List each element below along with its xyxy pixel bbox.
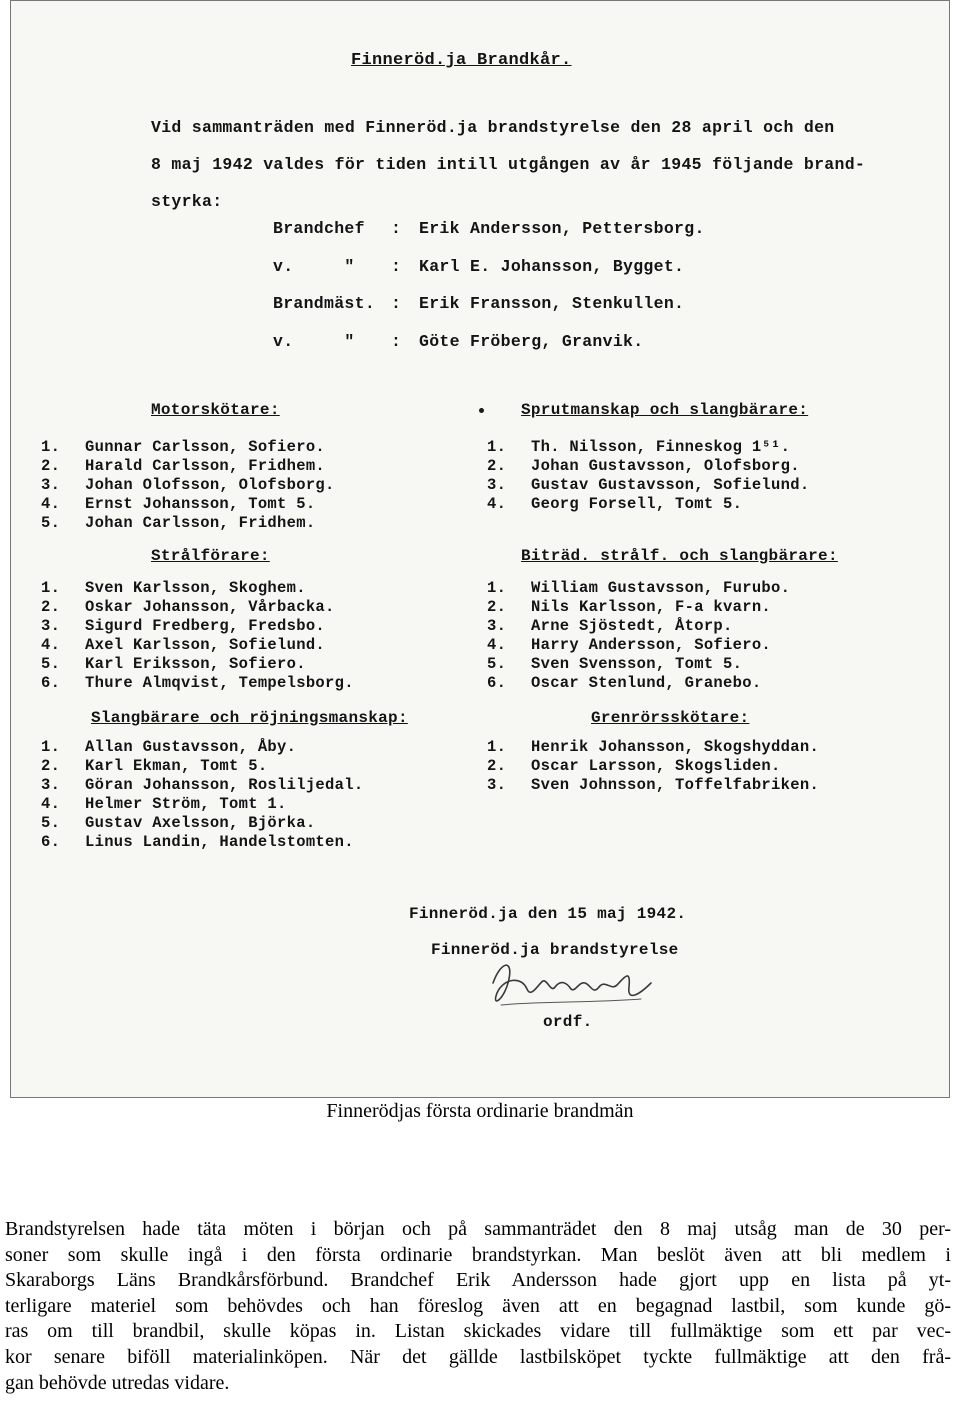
board-list bbox=[273, 219, 705, 369]
list-item bbox=[41, 833, 363, 852]
item-number: 4. bbox=[487, 495, 507, 513]
board-name: Erik Fransson, Stenkullen. bbox=[419, 294, 685, 313]
item-number: 1. bbox=[487, 438, 507, 456]
list-item bbox=[41, 814, 363, 833]
list-item bbox=[487, 738, 819, 757]
board-role: Brandchef bbox=[273, 219, 365, 238]
section-title: Strålförare: bbox=[151, 547, 270, 565]
board-name: Karl E. Johansson, Bygget. bbox=[419, 256, 685, 276]
board-row bbox=[273, 257, 705, 295]
list-item bbox=[41, 514, 335, 533]
item-number: 3. bbox=[487, 476, 507, 494]
item-number: 2. bbox=[41, 457, 61, 475]
item-number: 3. bbox=[41, 476, 61, 494]
list-item bbox=[487, 757, 819, 776]
list-item bbox=[487, 438, 809, 457]
item-name: Harry Andersson, Sofiero. bbox=[531, 636, 772, 654]
board-colon: : bbox=[391, 219, 402, 238]
board-colon: : bbox=[391, 331, 402, 351]
handwritten-signature bbox=[481, 953, 681, 1017]
item-name: Allan Gustavsson, Åby. bbox=[85, 738, 297, 756]
paragraph-line: Brandstyrelsen hade täta möten i början och på sammanträdet den 8 maj utsåg man de 30 per- bbox=[5, 1218, 951, 1240]
item-name: Sven Johnsson, Toffelfabriken. bbox=[531, 776, 820, 794]
item-number: 4. bbox=[41, 636, 61, 654]
item-number: 2. bbox=[487, 457, 507, 475]
item-number: 1. bbox=[41, 438, 61, 456]
intro-line: 8 maj 1942 valdes för tiden intill utgången av år 1945 följande brand- bbox=[151, 155, 866, 174]
document-date: Finneröd.ja den 15 maj 1942. bbox=[409, 905, 687, 923]
section-title: Slangbärare och röjningsmanskap: bbox=[91, 709, 408, 727]
item-name: Gunnar Carlsson, Sofiero. bbox=[85, 438, 326, 456]
paragraph-line: soner som skulle ingå i den första ordinarie brandstyrkan. Man beslöt även att bli medlem i bbox=[5, 1243, 951, 1266]
body-paragraph bbox=[5, 1217, 951, 1396]
item-number: 2. bbox=[41, 757, 61, 775]
board-row bbox=[273, 294, 705, 332]
item-name: Oskar Johansson, Vårbacka. bbox=[85, 598, 335, 616]
member-list bbox=[487, 738, 819, 795]
list-item bbox=[487, 776, 819, 795]
list-item bbox=[487, 457, 809, 476]
item-name: Johan Carlsson, Fridhem. bbox=[85, 514, 316, 532]
board-row bbox=[273, 219, 705, 257]
list-item bbox=[41, 598, 354, 617]
paragraph-line: kor senare biföll materialinköpen. När det gällde lastbilsköpet tyckte fullmäktige att den frå- bbox=[5, 1345, 951, 1368]
document-title: Finneröd.ja Brandkår. bbox=[351, 51, 572, 70]
member-list bbox=[487, 438, 809, 514]
item-name: William Gustavsson, Furubo. bbox=[531, 579, 791, 597]
item-number: 5. bbox=[41, 655, 61, 673]
item-number: 4. bbox=[41, 495, 61, 513]
board-role: v. " bbox=[273, 331, 355, 351]
list-item bbox=[41, 438, 335, 457]
list-item bbox=[41, 636, 354, 655]
item-number: 3. bbox=[41, 776, 61, 794]
document-organization: Finneröd.ja brandstyrelse bbox=[431, 941, 679, 959]
member-list bbox=[41, 438, 335, 533]
board-role: Brandmäst. bbox=[273, 294, 376, 313]
bullet-mark bbox=[479, 408, 484, 413]
item-number: 3. bbox=[41, 617, 61, 635]
list-item bbox=[41, 495, 335, 514]
intro-line: styrka: bbox=[151, 192, 223, 211]
item-name: Karl Eriksson, Sofiero. bbox=[85, 655, 306, 673]
item-name: Sven Svensson, Tomt 5. bbox=[531, 655, 743, 673]
board-role: v. " bbox=[273, 256, 355, 276]
list-item bbox=[41, 655, 354, 674]
item-name: Gustav Axelsson, Björka. bbox=[85, 814, 316, 832]
item-number: 1. bbox=[487, 579, 507, 597]
list-item bbox=[487, 617, 790, 636]
list-item bbox=[41, 674, 354, 693]
intro-line: Vid sammanträden med Finneröd.ja brandstyrelse den 28 april och den bbox=[151, 118, 835, 137]
item-name: Arne Sjöstedt, Åtorp. bbox=[531, 617, 733, 635]
member-list bbox=[41, 738, 363, 852]
item-number: 1. bbox=[41, 579, 61, 597]
item-name: Johan Gustavsson, Olofsborg. bbox=[531, 457, 800, 475]
member-list bbox=[41, 579, 354, 693]
list-item bbox=[41, 795, 363, 814]
list-item bbox=[41, 617, 354, 636]
item-number: 5. bbox=[41, 514, 61, 532]
item-number: 3. bbox=[487, 617, 507, 635]
item-name: Göran Johansson, Rosliljedal. bbox=[85, 776, 364, 794]
item-number: 2. bbox=[487, 598, 507, 616]
list-item bbox=[41, 476, 335, 495]
list-item bbox=[487, 655, 790, 674]
item-number: 4. bbox=[487, 636, 507, 654]
item-number: 3. bbox=[487, 776, 507, 794]
list-item bbox=[41, 757, 363, 776]
item-name: Ernst Johansson, Tomt 5. bbox=[85, 495, 316, 513]
paragraph-line: Skaraborgs Läns Brandkårsförbund. Brandchef Erik Andersson hade gjort upp en lista på yt- bbox=[5, 1269, 951, 1292]
board-colon: : bbox=[391, 256, 402, 276]
item-name: Sven Karlsson, Skoghem. bbox=[85, 579, 306, 597]
item-name: Karl Ekman, Tomt 5. bbox=[85, 757, 268, 775]
item-name: Oscar Larsson, Skogsliden. bbox=[531, 757, 781, 775]
item-number: 4. bbox=[41, 795, 61, 813]
item-name: Sigurd Fredberg, Fredsbo. bbox=[85, 617, 326, 635]
item-name: Helmer Ström, Tomt 1. bbox=[85, 795, 287, 813]
item-name: Harald Carlsson, Fridhem. bbox=[85, 457, 326, 475]
document-intro bbox=[151, 109, 941, 220]
member-list bbox=[487, 579, 790, 693]
item-name: Thure Almqvist, Tempelsborg. bbox=[85, 674, 354, 692]
board-name: Göte Fröberg, Granvik. bbox=[419, 331, 644, 351]
item-number: 5. bbox=[487, 655, 507, 673]
image-caption: Finnerödjas första ordinarie brandmän bbox=[326, 1100, 634, 1122]
list-item bbox=[487, 674, 790, 693]
item-number: 6. bbox=[487, 674, 507, 692]
list-item bbox=[487, 579, 790, 598]
item-number: 2. bbox=[41, 598, 61, 616]
item-name: Linus Landin, Handelstomten. bbox=[85, 833, 354, 851]
paragraph-line: ras om till brandbil, skulle köpas in. Listan skickades vidare till fullmäktige som ett par vec- bbox=[5, 1320, 951, 1343]
list-item bbox=[41, 738, 363, 757]
scanned-document bbox=[10, 0, 950, 1098]
item-number: 5. bbox=[41, 814, 61, 832]
board-row bbox=[273, 332, 705, 370]
item-number: 6. bbox=[41, 674, 61, 692]
item-name: Th. Nilsson, Finneskog 1⁵¹. bbox=[531, 438, 791, 456]
item-name: Axel Karlsson, Sofielund. bbox=[85, 636, 326, 654]
item-name: Johan Olofsson, Olofsborg. bbox=[85, 476, 335, 494]
item-name: Nils Karlsson, F-a kvarn. bbox=[531, 598, 772, 616]
paragraph-line: terligare materiel som behövdes och han föreslog även att en begagnad lastbil, som kunde gö- bbox=[5, 1294, 951, 1317]
list-item bbox=[41, 457, 335, 476]
list-item bbox=[487, 495, 809, 514]
board-name: Erik Andersson, Pettersborg. bbox=[419, 219, 705, 238]
section-title: Motorskötare: bbox=[151, 401, 280, 419]
section-title: Grenrörsskötare: bbox=[591, 709, 750, 727]
board-colon: : bbox=[391, 294, 402, 313]
list-item bbox=[41, 579, 354, 598]
item-number: 1. bbox=[41, 738, 61, 756]
section-title: Biträd. strålf. och slangbärare: bbox=[521, 547, 838, 565]
list-item bbox=[487, 598, 790, 617]
item-name: Henrik Johansson, Skogshyddan. bbox=[531, 738, 820, 756]
item-number: 1. bbox=[487, 738, 507, 756]
item-number: 6. bbox=[41, 833, 61, 851]
list-item bbox=[41, 776, 363, 795]
section-title: Sprutmanskap och slangbärare: bbox=[521, 401, 809, 419]
signatory-title: ordf. bbox=[543, 1013, 593, 1031]
list-item bbox=[487, 476, 809, 495]
item-name: Gustav Gustavsson, Sofielund. bbox=[531, 476, 810, 494]
item-name: Georg Forsell, Tomt 5. bbox=[531, 495, 743, 513]
item-name: Oscar Stenlund, Granebo. bbox=[531, 674, 762, 692]
item-number: 2. bbox=[487, 757, 507, 775]
list-item bbox=[487, 636, 790, 655]
paragraph-line: gan behövde utredas vidare. bbox=[5, 1371, 230, 1394]
